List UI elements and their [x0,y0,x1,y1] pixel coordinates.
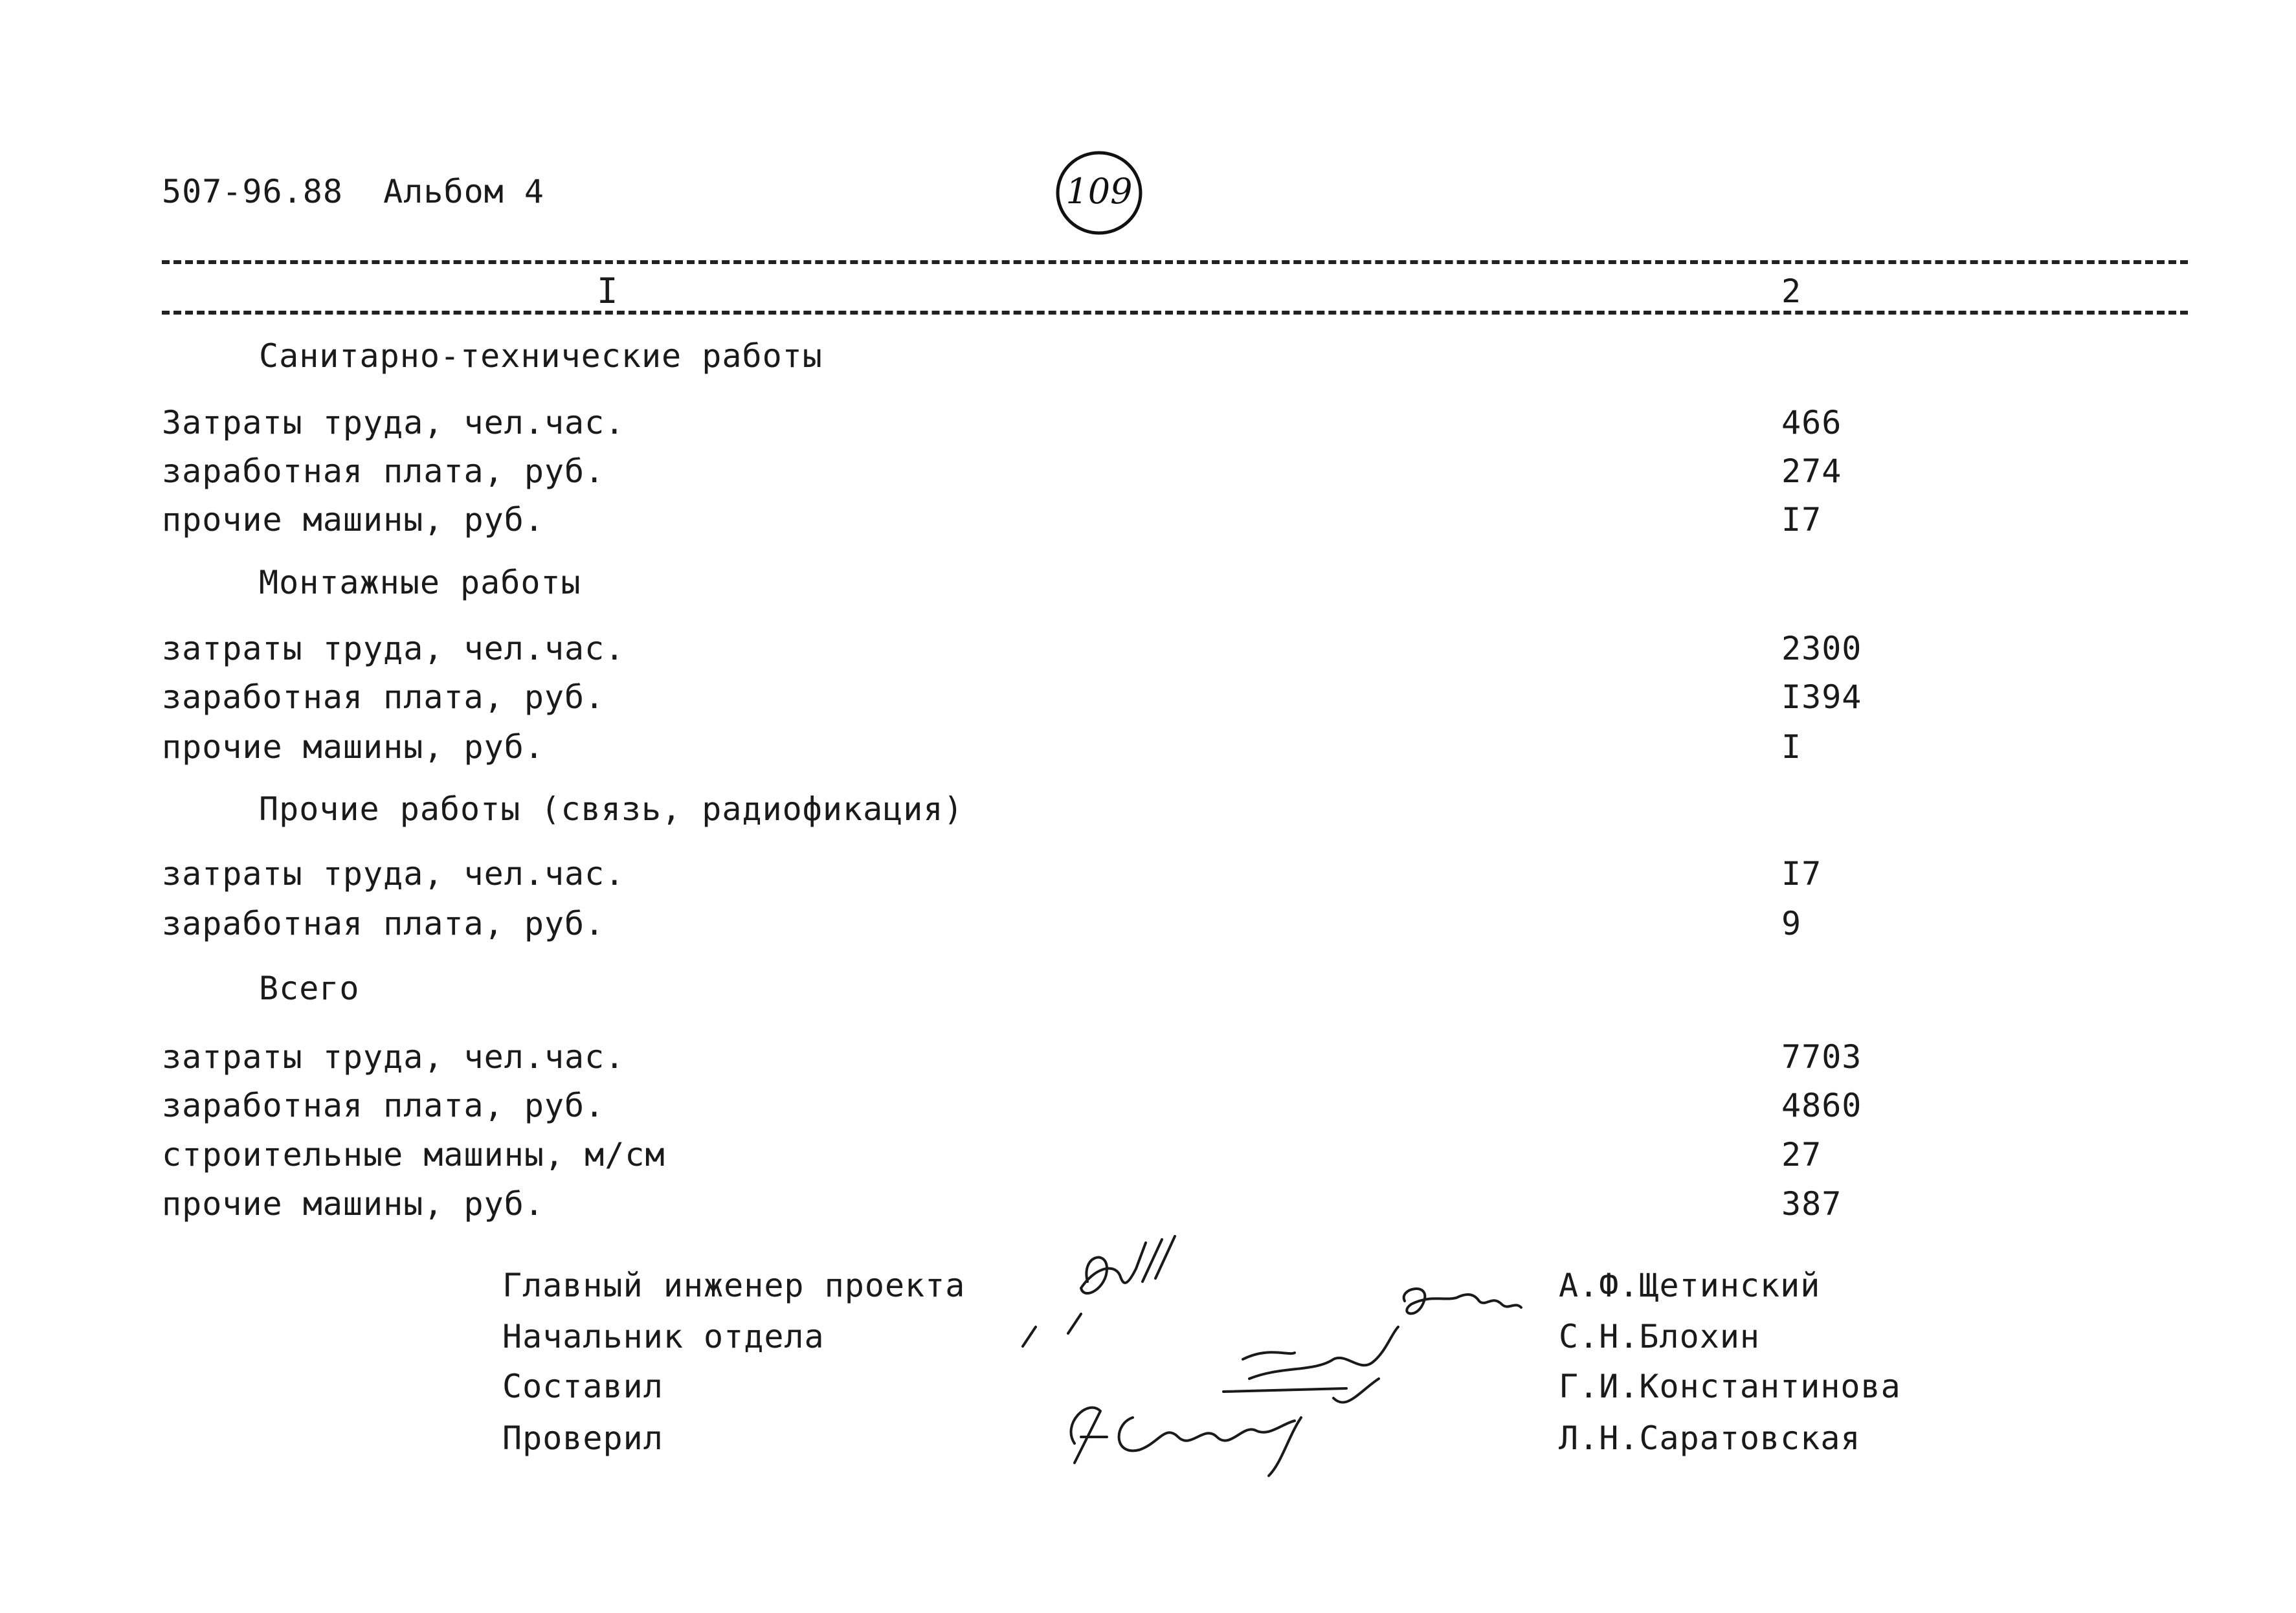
row-label: заработная плата, руб. [162,905,605,942]
signature-chief-engineer [1081,1236,1175,1293]
signature-name: А.Ф.Щетинский [1559,1267,1821,1304]
page-number: 109 [1065,171,1133,212]
signature-chief-engineer-tail [1023,1314,1081,1346]
signature-checker [1071,1408,1301,1476]
signature-role: Проверил [502,1419,663,1457]
section-title-other-works: Прочие работы (связь, радиофикация) [259,790,964,828]
row-value: 387 [1781,1185,1842,1223]
row-value: 4860 [1781,1087,1862,1124]
row-label: заработная плата, руб. [162,452,605,490]
row-label: затраты труда, чел.час. [162,1038,625,1076]
row-value: 466 [1781,404,1842,441]
row-label: строительные машины, м/см [162,1136,665,1174]
row-value: I7 [1781,501,1822,539]
row-label: прочие машины, руб. [162,501,544,539]
signature-name: Л.Н.Саратовская [1559,1419,1861,1457]
row-label: прочие машины, руб. [162,728,544,766]
row-value: I7 [1781,855,1822,893]
signature-compiler [1223,1327,1398,1403]
signature-department-head [1404,1289,1521,1313]
signature-name: Г.И.Константинова [1559,1368,1901,1405]
section-title-montage: Монтажные работы [259,564,581,601]
row-value: 7703 [1781,1038,1862,1076]
row-label: заработная плата, руб. [162,1087,605,1124]
row-value: 27 [1781,1136,1822,1174]
row-value: I [1781,728,1802,766]
row-value: I394 [1781,678,1862,716]
signature-role: Главный инженер проекта [502,1267,966,1304]
row-label: Затраты труда, чел.час. [162,404,625,441]
row-value: 9 [1781,905,1802,942]
column-header-2: 2 [1781,273,1802,310]
row-label: затраты труда, чел.час. [162,630,625,667]
section-title-total: Всего [259,970,360,1007]
table-header-rule [162,311,2188,315]
album-label: Альбом 4 [383,173,544,210]
signature-role: Начальник отдела [502,1318,825,1355]
row-label: заработная плата, руб. [162,678,605,716]
section-title-sanitary: Санитарно-технические работы [259,337,823,375]
handwritten-signatures [1010,1230,1541,1489]
table-top-rule [162,260,2188,264]
row-label: прочие машины, руб. [162,1185,544,1223]
document-code: 507-96.88 [162,173,343,210]
row-label: затраты труда, чел.час. [162,855,625,893]
row-value: 2300 [1781,630,1862,667]
document-header [162,172,544,211]
signature-name: С.Н.Блохин [1559,1318,1761,1355]
row-value: 274 [1781,452,1842,490]
column-header-1: I [597,271,619,311]
signature-role: Составил [502,1368,663,1405]
